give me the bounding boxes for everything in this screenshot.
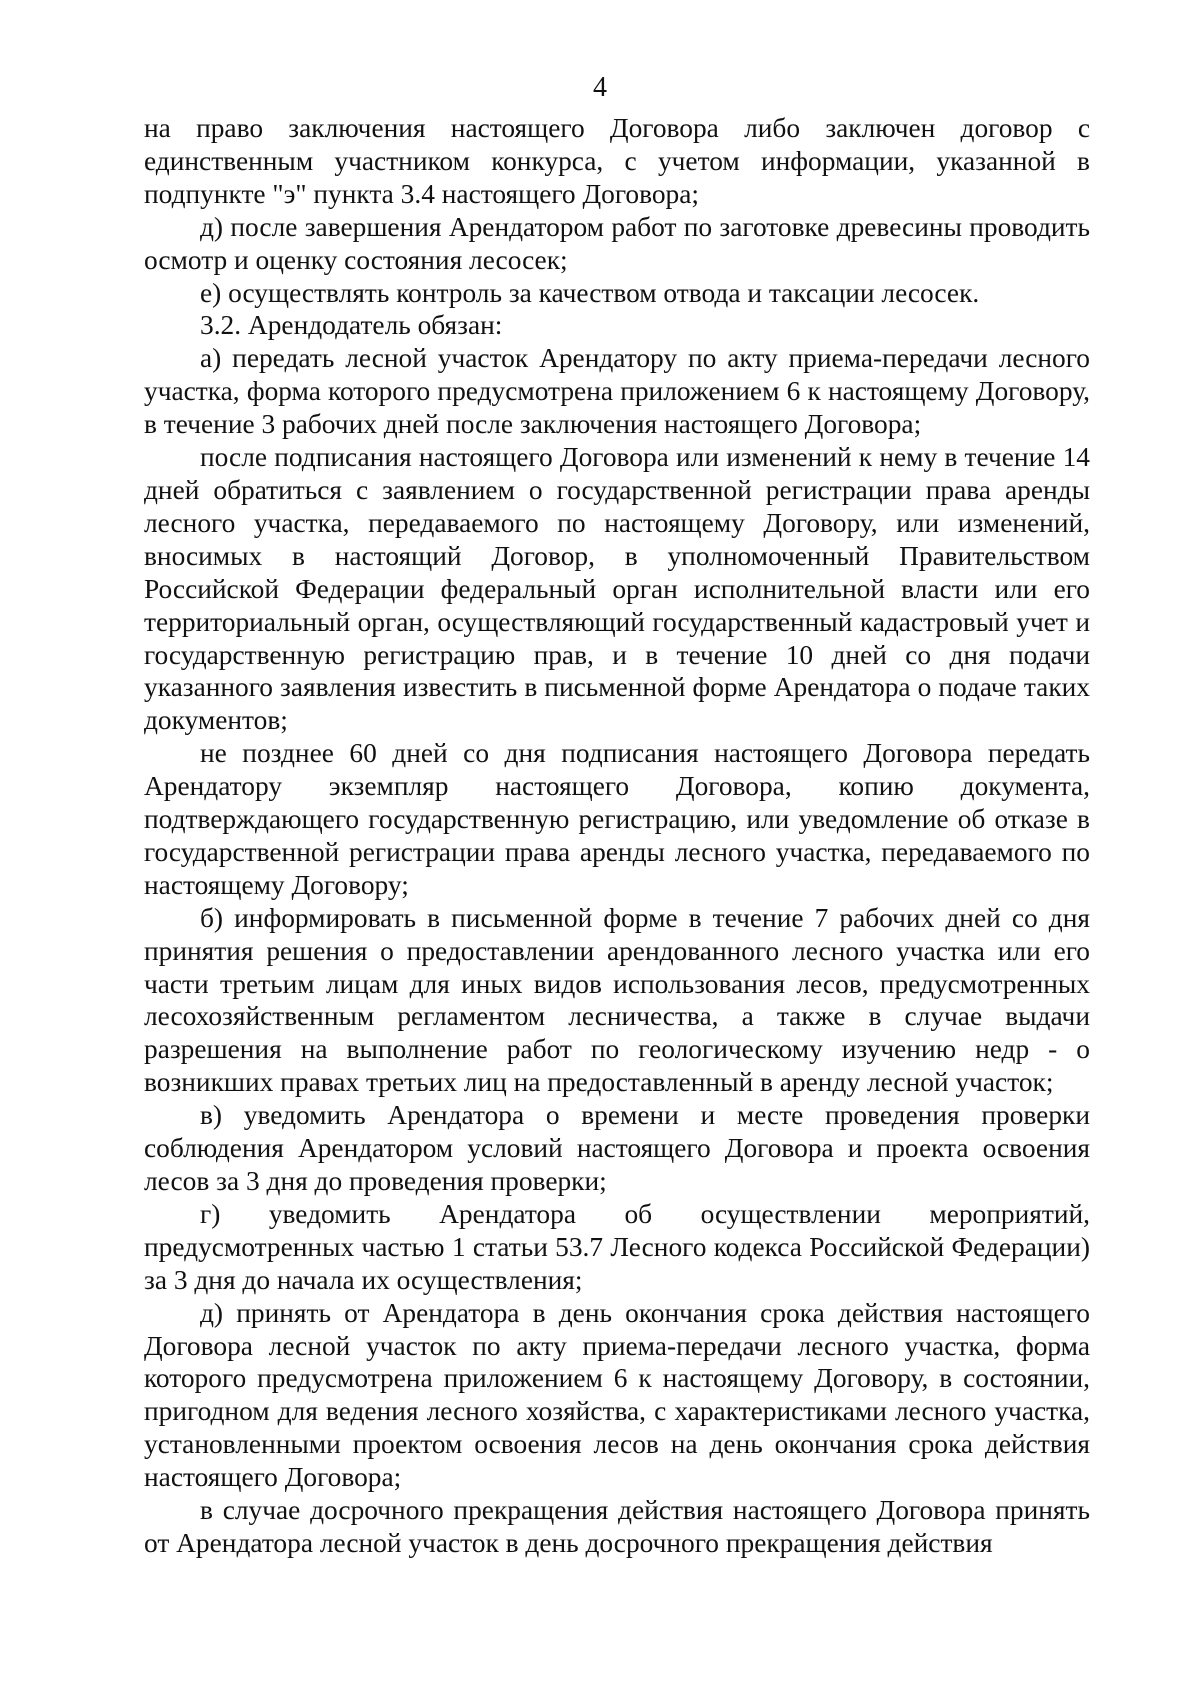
paragraph-item-b-inform: б) информировать в письменной форме в течение 7 рабочих дней со дня принятия решения о предоставлении арендованного лесного участка или его части третьим лицам для иных видов использования лесов, предусмотренных лесохозяйственным регламентом лесничества, а также в случае выдачи разрешения на выполнение работ по геологическому изучению недр - о возникших правах третьих лиц на предоставленный в аренду лесной участок; bbox=[144, 902, 1090, 1098]
paragraph-registration: после подписания настоящего Договора или изменений к нему в течение 14 дней обратиться с заявлением о государственной регистрации права аренды лесного участка, передаваемого по настоящему Договору, или изменений, вносимых в настоящий Договор, в уполномоченный Правительством Российской Федерации федеральный орган исполнительной власти или его территориальный орган, осуществляющий государственный кадастровый учет и государственную регистрацию прав, и в течение 10 дней со дня подачи указанного заявления известить в письменной форме Арендатора о подаче таких документов; bbox=[144, 442, 1090, 736]
page-number: 4 bbox=[593, 72, 607, 103]
paragraph-item-d-accept: д) принять от Арендатора в день окончания срока действия настоящего Договора лесной участок по акту приема-передачи лесного участка, форма которого предусмотрена приложением 6 к настоящему Договору, в состоянии, пригодном для ведения лесного хозяйства, с характеристиками лесного участка, установленными проектом освоения лесов на день окончания срока действия настоящего Договора; bbox=[144, 1297, 1090, 1493]
paragraph-item-d-inspection: д) после завершения Арендатором работ по заготовке древесины проводить осмотр и оценку состояния лесосек; bbox=[144, 211, 1090, 275]
paragraph-item-a-transfer: а) передать лесной участок Арендатору по акту приема-передачи лесного участка, форма которого предусмотрена приложением 6 к настоящему Договору, в течение 3 рабочих дней после заключения настоящего Договора; bbox=[144, 343, 1090, 440]
paragraph-copy-transfer: не позднее 60 дней со дня подписания настоящего Договора передать Арендатору экземпляр настоящего Договора, копию документа, подтверждающего государственную регистрацию, или уведомление об отказе в государственной регистрации права аренды лесного участка, передаваемого по настоящему Договору; bbox=[144, 738, 1090, 900]
section-heading-3-2: 3.2. Арендодатель обязан: bbox=[200, 310, 503, 341]
paragraph-item-v-notify-inspection: в) уведомить Арендатора о времени и месте проведения проверки соблюдения Арендатором условий настоящего Договора и проекта освоения лесов за 3 дня до проведения проверки; bbox=[144, 1100, 1090, 1196]
paragraph-early-termination: в случае досрочного прекращения действия настоящего Договора принять от Арендатора лесной участок в день досрочного прекращения действия bbox=[144, 1495, 1090, 1558]
document-body bbox=[144, 112, 1090, 1560]
paragraph-item-e-control: е) осуществлять контроль за качеством отвода и таксации лесосек. bbox=[200, 277, 980, 308]
paragraph-continuation: на право заключения настоящего Договора либо заключен договор с единственным участником конкурса, с учетом информации, указанной в подпункте "э" пункта 3.4 настоящего Договора; bbox=[144, 113, 1090, 209]
paragraph-item-g-notify-measures: г) уведомить Арендатора об осуществлении мероприятий, предусмотренных частью 1 статьи 53.7 Лесного кодекса Российской Федерации) за 3 дня до начала их осуществления; bbox=[144, 1198, 1090, 1295]
